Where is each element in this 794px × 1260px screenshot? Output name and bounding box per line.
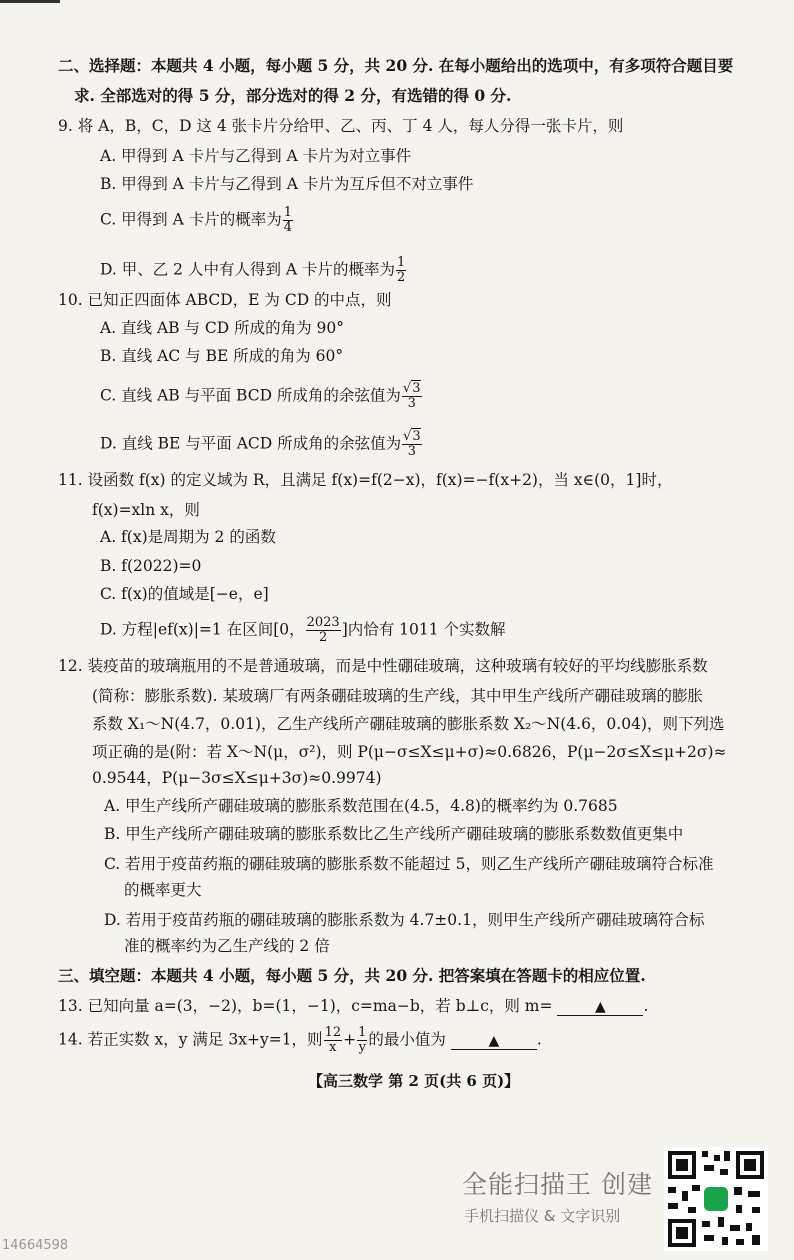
q9-option-c-text: C. 甲得到 A 卡片的概率为 — [100, 210, 282, 229]
q11-option-d-text: D. 方程|ef(x)|=1 在区间[0， — [100, 620, 305, 639]
fraction — [306, 616, 341, 645]
q10-option-c-text: C. 直线 AB 与平面 BCD 所成角的余弦值为 — [100, 386, 401, 405]
triangle-marker-icon: ▲ — [488, 1032, 500, 1049]
fraction-numerator: 2023 — [306, 615, 340, 630]
q12-option-d-line1: D. 若用于疫苗药瓶的硼硅玻璃的膨胀系数为 4.7±0.1，则甲生产线所产硼硅玻璃符合标 — [104, 911, 705, 929]
q12-option-c-line2: 的概率更大 — [124, 881, 202, 899]
q9-option-a: A. 甲得到 A 卡片与乙得到 A 卡片为对立事件 — [100, 147, 412, 165]
q9-option-d-text: D. 甲、乙 2 人中有人得到 A 卡片的概率为 — [100, 260, 395, 279]
triangle-marker-icon: ▲ — [595, 999, 606, 1015]
fraction: $\frac{√3}{3}$ — [403, 429, 421, 459]
section2-header-line2: 求. 全部选对的得 5 分，部分选对的得 2 分，有选错的得 0 分. — [74, 86, 512, 105]
q13-period: . — [643, 997, 649, 1015]
q11-option-d — [100, 616, 506, 645]
section3-header: 三、填空题：本题共 4 小题，每小题 5 分，共 20 分. 把答案填在答题卡的相应位置. — [58, 966, 646, 985]
top-edge-line — [0, 0, 60, 3]
fraction-denominator: 3 — [407, 396, 416, 411]
q12-option-a: A. 甲生产线所产硼硅玻璃的膨胀系数范围在(4.5，4.8)的概率约为 0.7685 — [104, 797, 618, 815]
answer-blank — [557, 998, 643, 1016]
fraction — [396, 256, 406, 285]
q11-stem-line2: f(x)=xln x，则 — [92, 501, 200, 519]
q10-option-a: A. 直线 AB 与 CD 所成的角为 90° — [100, 319, 345, 337]
scanner-app-logo-icon — [704, 1187, 728, 1211]
q12-stem-line4: 项正确的是(附：若 X～N(μ，σ²)，则 P(μ−σ≤X≤μ+σ)≈0.6826，P(μ−2σ≤X≤μ+2σ)≈ — [92, 743, 727, 761]
fraction-numerator: 1 — [358, 1025, 367, 1040]
fraction-numerator: 1 — [283, 205, 292, 220]
section2-header-line1: 二、选择题：本题共 4 小题，每小题 5 分，共 20 分. 在每小题给出的选项中，有多项符合题目要 — [58, 56, 734, 75]
q10-option-d — [100, 430, 423, 459]
q9-option-d — [100, 256, 407, 285]
q14-period: . — [536, 1030, 542, 1049]
q12-stem-line1: 12. 装疫苗的玻璃瓶用的不是普通玻璃，而是中性硼硅玻璃，这种玻璃有较好的平均线膨胀系数 — [58, 657, 708, 675]
q9-option-c — [100, 206, 294, 235]
fraction-denominator: 4 — [283, 220, 292, 235]
q12-stem-line3: 系数 X₁～N(4.7，0.01)，乙生产线所产硼硅玻璃的膨胀系数 X₂～N(4.6，0.04)，则下列选 — [92, 715, 725, 733]
q11-option-b: B. f(2022)=0 — [100, 557, 202, 575]
fraction-denominator: x — [329, 1040, 337, 1055]
qr-code-icon[interactable] — [664, 1147, 768, 1251]
plus-sign: + — [343, 1030, 357, 1049]
fraction-denominator: 3 — [407, 444, 417, 459]
fraction — [283, 206, 293, 235]
q12-option-c-line1: C. 若用于疫苗药瓶的硼硅玻璃的膨胀系数不能超过 5，则乙生产线所产硼硅玻璃符合标准 — [104, 855, 714, 873]
q14-text-tail: 的最小值为 — [368, 1030, 446, 1049]
fraction-denominator: y — [358, 1040, 366, 1055]
q11-option-d-tail: ]内恰有 1011 个实数解 — [341, 620, 506, 639]
q12-stem-line5: 0.9544，P(μ−3σ≤X≤μ+3σ)≈0.9974) — [92, 769, 382, 787]
fraction — [357, 1026, 367, 1055]
fraction-numerator: 12 — [324, 1025, 342, 1040]
q10-stem: 10. 已知正四面体 ABCD，E 为 CD 的中点，则 — [58, 291, 392, 309]
fraction: $\frac{√3}{3}$ — [402, 381, 421, 411]
q11-stem-line1: 11. 设函数 f(x) 的定义域为 R，且满足 f(x)=f(2−x)，f(x)=−f(x+2)，当 x∈(0，1]时， — [58, 471, 673, 489]
q9-stem: 9. 将 A，B，C，D 这 4 张卡片分给甲、乙、丙、丁 4 人，每人分得一张卡片，则 — [58, 117, 624, 135]
fraction — [324, 1026, 343, 1055]
q11-option-a: A. f(x)是周期为 2 的函数 — [100, 528, 276, 546]
q10-option-c — [100, 382, 423, 411]
q14 — [58, 1026, 542, 1055]
scanner-watermark-title: 全能扫描王 创建 — [462, 1170, 653, 1199]
fraction-denominator: 2 — [319, 630, 328, 645]
q12-stem-line2: (简称：膨胀系数). 某玻璃厂有两条硼硅玻璃的生产线，其中甲生产线所产硼硅玻璃的膨胀 — [92, 687, 703, 705]
document-id: 14664598 — [2, 1238, 69, 1253]
q11-option-c: C. f(x)的值域是[−e，e] — [100, 585, 269, 603]
q10-option-d-text: D. 直线 BE 与平面 ACD 所成角的余弦值为 — [100, 434, 402, 453]
q13 — [58, 996, 648, 1016]
scanner-watermark-subtitle: 手机扫描仪 & 文字识别 — [464, 1207, 621, 1225]
sqrt-radicand: 3 — [412, 381, 421, 396]
q13-text: 13. 已知向量 a=(3，−2)，b=(1，−1)，c=ma−b，若 b⊥c，则 m= — [58, 997, 553, 1015]
q9-option-b: B. 甲得到 A 卡片与乙得到 A 卡片为互斥但不对立事件 — [100, 175, 474, 193]
sqrt-radicand: 3 — [412, 429, 421, 444]
q12-option-b: B. 甲生产线所产硼硅玻璃的膨胀系数比乙生产线所产硼硅玻璃的膨胀系数数值更集中 — [104, 825, 684, 843]
answer-blank — [451, 1032, 537, 1050]
page-number-label: 【高三数学 第 2 页(共 6 页)】 — [308, 1072, 520, 1090]
q10-option-b: B. 直线 AC 与 BE 所成的角为 60° — [100, 347, 344, 365]
fraction-numerator: 1 — [397, 255, 406, 270]
q12-option-d-line2: 准的概率约为乙生产线的 2 倍 — [124, 937, 330, 955]
q14-text: 14. 若正实数 x，y 满足 3x+y=1，则 — [58, 1030, 323, 1049]
fraction-denominator: 2 — [397, 270, 406, 285]
